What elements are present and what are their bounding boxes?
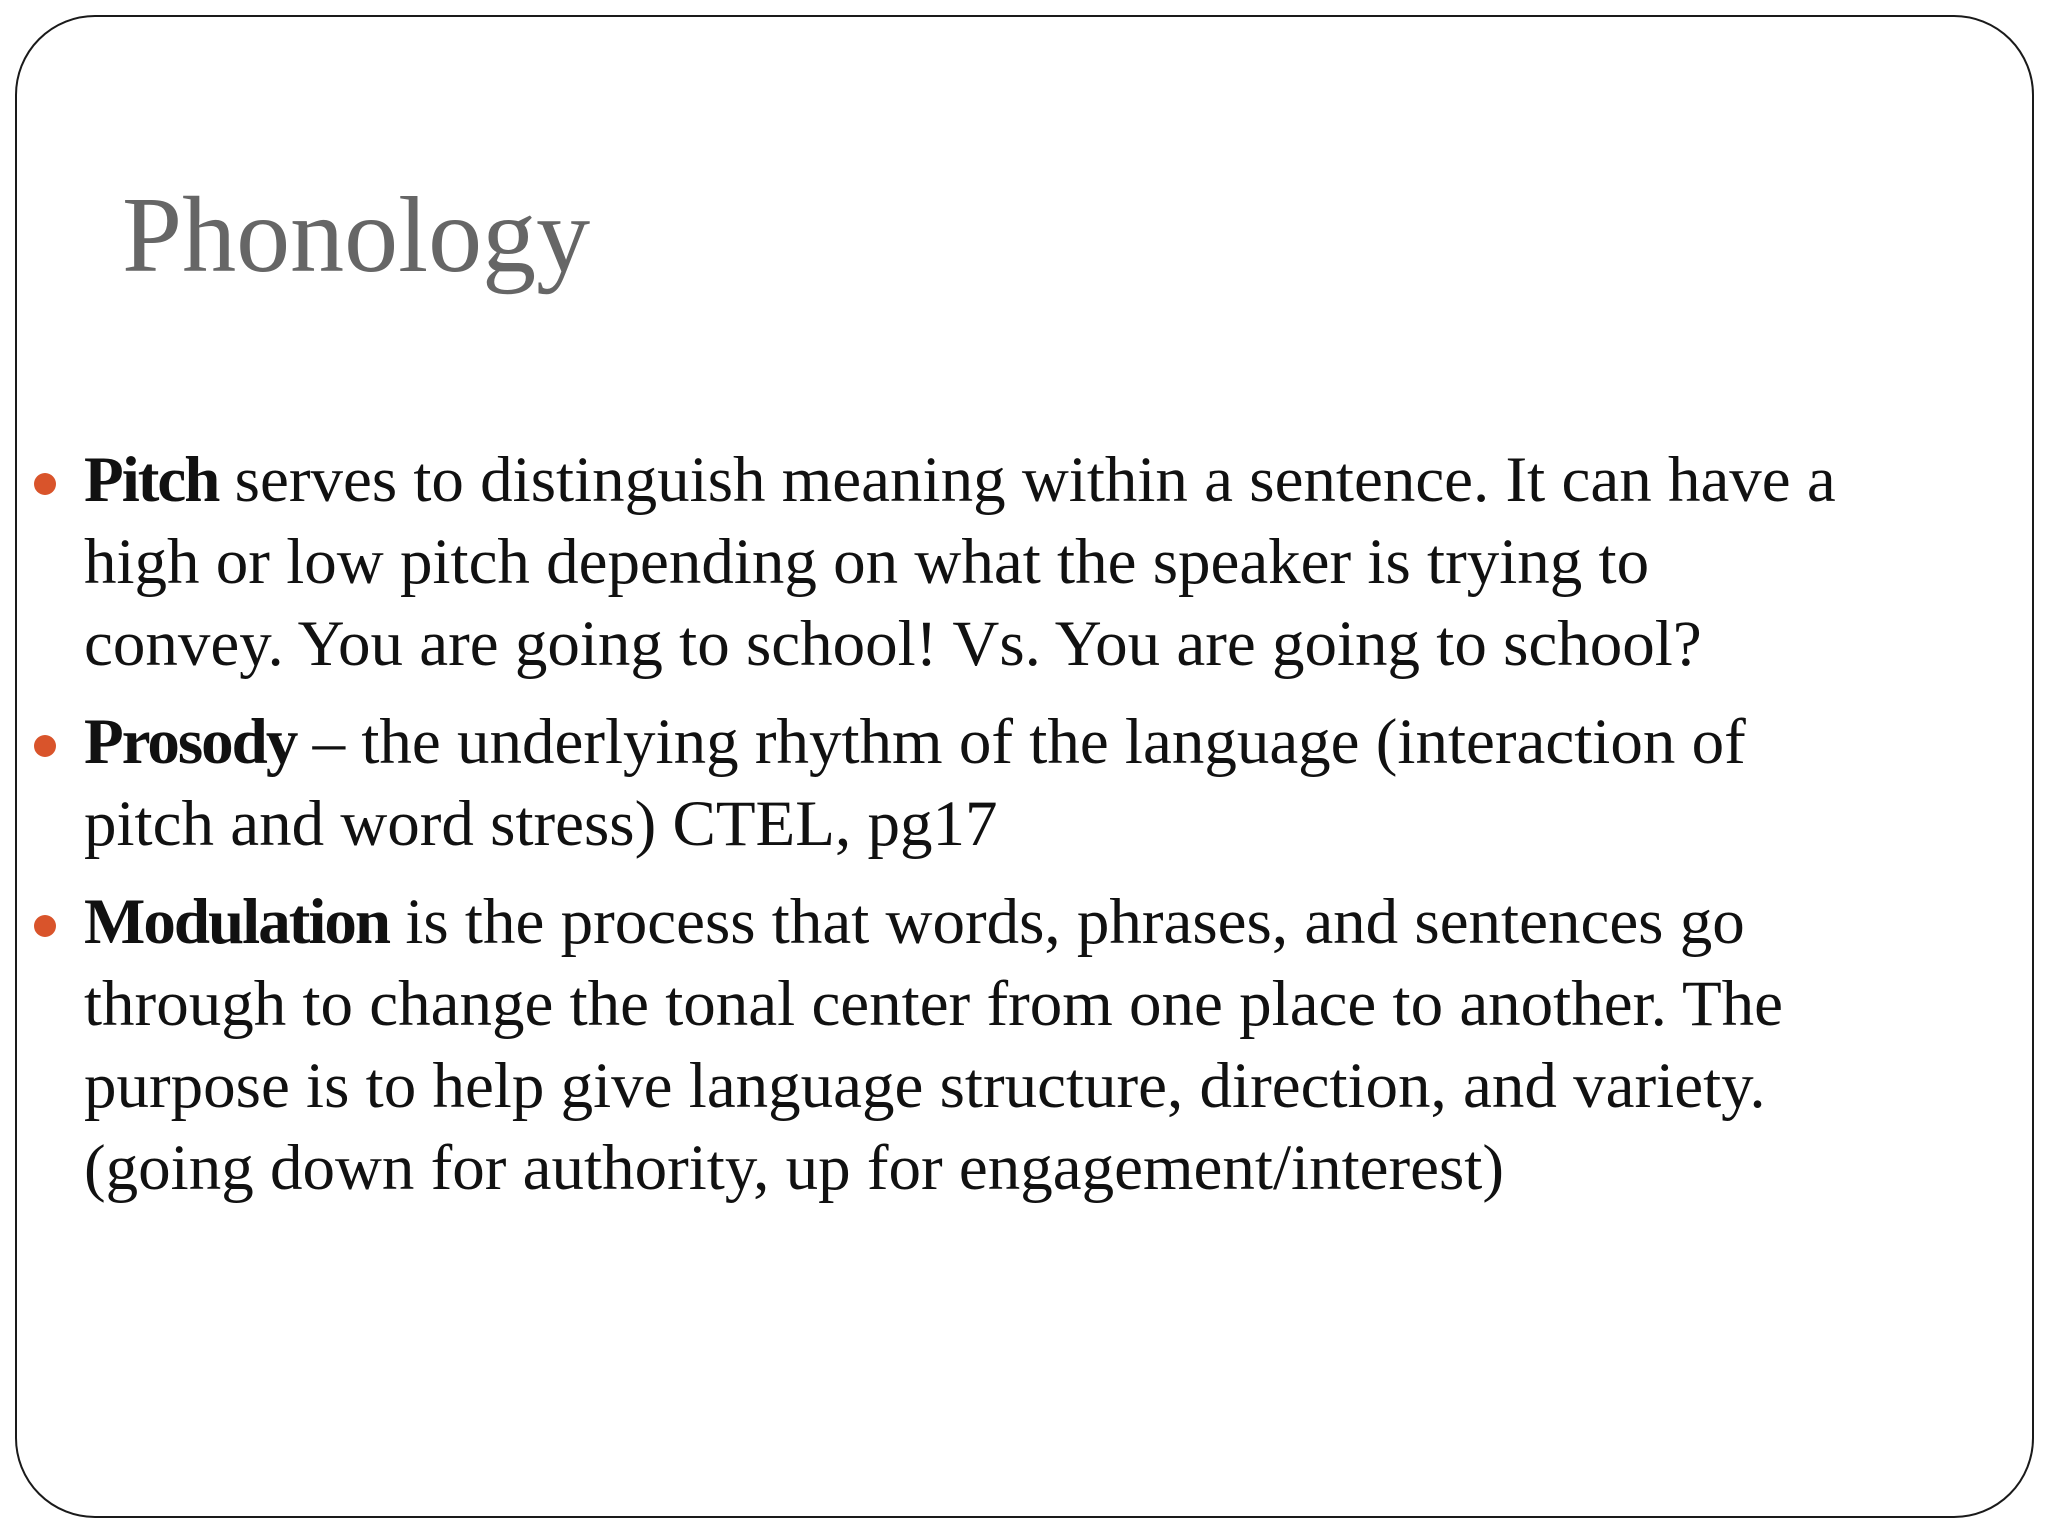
slide-title: Phonology <box>122 176 591 295</box>
bullet-line <box>84 439 2034 521</box>
bullet-item-prosody <box>84 701 2034 865</box>
bullet-list <box>84 439 2034 1225</box>
bullet-term: Prosody <box>84 706 297 778</box>
bullet-item-modulation <box>84 881 2034 1209</box>
bullet-line-text: – the underlying rhythm of the language (interaction of <box>296 706 1746 778</box>
bullet-item-pitch <box>84 439 2034 685</box>
bullet-line: pitch and word stress) CTEL, pg17 <box>84 788 998 860</box>
slide <box>15 15 2034 1518</box>
bullet-line: purpose is to help give language structure, direction, and variety. <box>84 1050 1766 1122</box>
bullet-dot-icon <box>34 473 56 495</box>
bullet-line <box>84 881 2034 963</box>
bullet-term: Pitch <box>84 444 219 516</box>
bullet-dot-icon <box>34 735 56 757</box>
bullet-term: Modulation <box>84 886 390 958</box>
bullet-line <box>84 701 2034 783</box>
bullet-line: (going down for authority, up for engagement/interest) <box>84 1132 1504 1204</box>
bullet-dot-icon <box>34 915 56 937</box>
bullet-line-text: serves to distinguish meaning within a sentence. It can have a <box>218 444 1836 516</box>
bullet-line: through to change the tonal center from one place to another. The <box>84 968 1784 1040</box>
bullet-line: high or low pitch depending on what the speaker is trying to <box>84 526 1650 598</box>
bullet-line: convey. You are going to school! Vs. You are going to school? <box>84 608 1702 680</box>
bullet-line-text: is the process that words, phrases, and sentences go <box>389 886 1745 958</box>
